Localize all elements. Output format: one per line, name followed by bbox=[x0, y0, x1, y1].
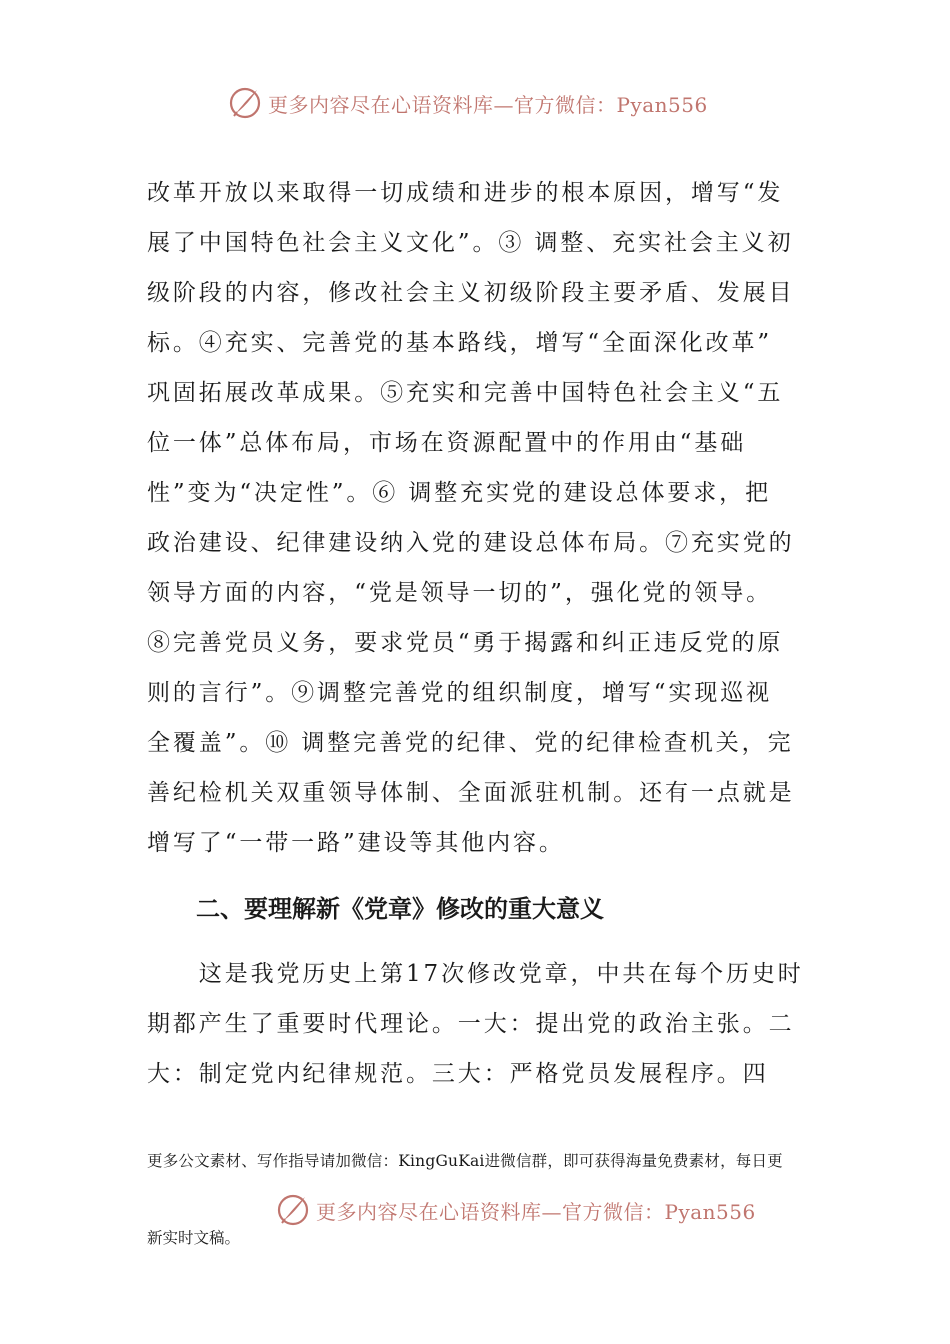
text-line: ⑧完善党员义务，要求党员“勇于揭露和纠正违反党的原 bbox=[147, 630, 784, 656]
text-line: 级阶段的内容，修改社会主义初级阶段主要矛盾、发展目 bbox=[147, 280, 795, 306]
text-line: 增写了“一带一路”建设等其他内容。 bbox=[147, 830, 565, 856]
paragraph-2 bbox=[147, 949, 807, 1099]
text-line: 巩固拓展改革成果。⑤充实和完善中国特色社会主义“五 bbox=[147, 380, 784, 406]
paragraph-1 bbox=[147, 168, 807, 868]
footer-note-continued: 新实时文稿。 bbox=[147, 1229, 241, 1247]
text-line: 标。④充实、完善党的基本路线，增写“全面深化改革” bbox=[147, 330, 773, 356]
text-line: 展了中国特色社会主义文化”。③ 调整、充实社会主义初 bbox=[147, 230, 794, 256]
footer-note: 更多公文素材、写作指导请加微信：KingGuKai进微信群，即可获得海量免费素材，每日更 bbox=[147, 1152, 783, 1170]
quill-logo-icon bbox=[276, 1193, 310, 1227]
text-line: 则的言行”。⑨调整完善党的组织制度，增写“实现巡视 bbox=[147, 680, 773, 706]
text-line: 领导方面的内容，“党是领导一切的”，强化党的领导。 bbox=[147, 580, 773, 606]
text-line: 性”变为“决定性”。⑥ 调整充实党的建设总体要求，把 bbox=[147, 480, 771, 506]
section-heading: 二、要理解新《党章》修改的重大意义 bbox=[196, 895, 604, 923]
text-line: 全覆盖”。⑩ 调整完善党的纪律、党的纪律检查机关，完 bbox=[147, 730, 794, 756]
watermark-text: 更多内容尽在心语资料库—官方微信：Pyan556 bbox=[316, 1199, 756, 1224]
text-line: 政治建设、纪律建设纳入党的建设总体布局。⑦充实党的 bbox=[147, 530, 795, 556]
text-line: 位一体”总体布局，市场在资源配置中的作用由“基础 bbox=[147, 430, 747, 456]
text-line: 这是我党历史上第17次修改党章，中共在每个历史时 bbox=[147, 961, 804, 987]
text-line: 大：制定党内纪律规范。三大：严格党员发展程序。四 bbox=[147, 1061, 769, 1087]
watermark-bottom bbox=[276, 1193, 756, 1227]
text-line: 善纪检机关双重领导体制、全面派驻机制。还有一点就是 bbox=[147, 780, 795, 806]
quill-logo-icon bbox=[228, 86, 262, 120]
watermark-top bbox=[228, 86, 708, 120]
watermark-text: 更多内容尽在心语资料库—官方微信：Pyan556 bbox=[268, 92, 708, 117]
text-line: 期都产生了重要时代理论。一大：提出党的政治主张。二 bbox=[147, 1011, 795, 1037]
text-line: 改革开放以来取得一切成绩和进步的根本原因，增写“发 bbox=[147, 180, 784, 206]
